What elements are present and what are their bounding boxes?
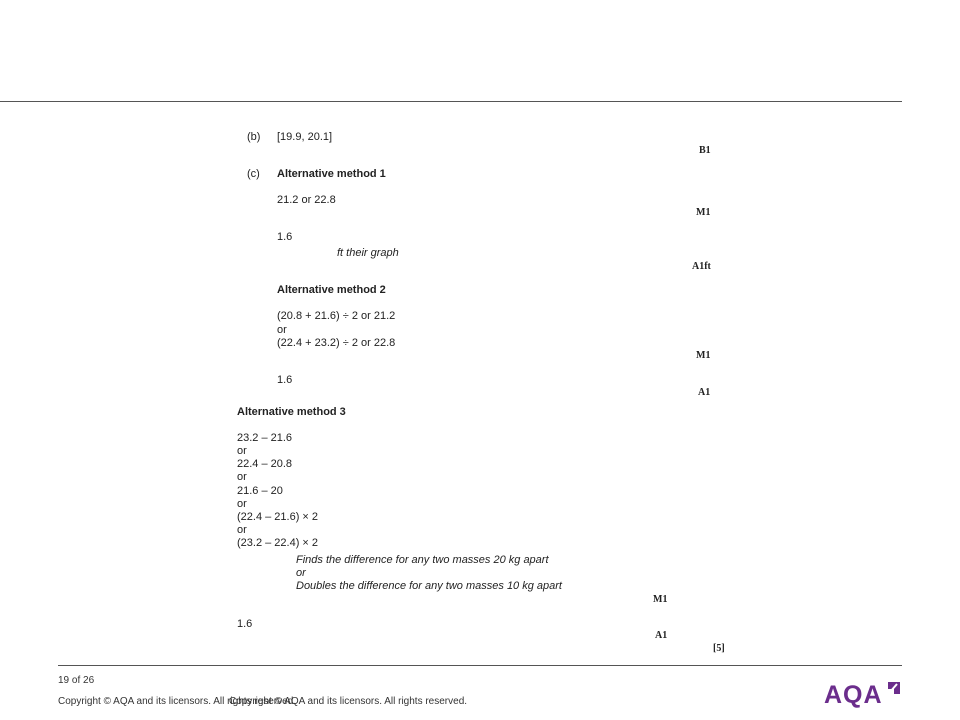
alt3-mark2: A1 [655, 630, 668, 641]
part-b-answer: [19.9, 20.1] [277, 131, 333, 143]
alt2-line2: 1.6 [277, 374, 293, 386]
alt1-note: ft their graph [337, 247, 399, 259]
alt3-line-1: 23.2 – 21.6 [237, 432, 293, 444]
alt2-line-3: (22.4 + 23.2) ÷ 2 or 22.8 [277, 337, 396, 349]
bottom-divider [58, 665, 902, 666]
alt3-line-5: 21.6 – 20 [237, 485, 283, 497]
alt3-note-1: Finds the difference for any two masses 20 kg apart [296, 554, 549, 566]
part-b-label: (b) [247, 131, 261, 143]
alt3-line-8: or [237, 524, 247, 536]
alt3-line-7: (22.4 – 21.6) × 2 [237, 511, 319, 523]
alt3-line-4: or [237, 471, 247, 483]
alt2-heading: Alternative method 2 [277, 284, 386, 296]
alt2-mark2: A1 [698, 387, 711, 398]
page-indicator [58, 675, 94, 686]
copyright-text-overlap: Copyright © AQA and its licensors. All rights reserved. [229, 696, 468, 707]
alt1-mark2: A1ft [692, 261, 711, 272]
alt3-heading: Alternative method 3 [237, 406, 346, 418]
alt3-line-6: or [237, 498, 247, 510]
copyright-text: Copyright © AQA and its licensors. All rights reserved. [58, 696, 297, 707]
alt2-line-2: or [277, 324, 287, 336]
total-marks: [5] [713, 643, 725, 654]
alt1-line2: 1.6 [277, 231, 293, 243]
alt3-note-3: Doubles the difference for any two masses 10 kg apart [296, 580, 562, 592]
alt3-line-3: 22.4 – 20.8 [237, 458, 293, 470]
alt3-line-9: (23.2 – 22.4) × 2 [237, 537, 319, 549]
alt1-line1: 21.2 or 22.8 [277, 194, 336, 206]
alt3-note-2: or [296, 567, 306, 579]
aqa-logo-mark-icon [886, 680, 902, 696]
alt2-mark1: M1 [696, 350, 711, 361]
part-c-label: (c) [247, 168, 260, 180]
page-total: of 26 [71, 675, 95, 686]
top-divider [0, 101, 902, 102]
alt3-line2: 1.6 [237, 618, 253, 630]
aqa-logo-text: AQA [824, 681, 883, 709]
aqa-logo [824, 680, 904, 710]
page-number: 19 [58, 675, 70, 686]
alt3-mark1: M1 [653, 594, 668, 605]
alt3-line-2: or [237, 445, 247, 457]
alt1-heading: Alternative method 1 [277, 168, 386, 180]
alt2-line-1: (20.8 + 21.6) ÷ 2 or 21.2 [277, 310, 396, 322]
part-b-mark: B1 [699, 145, 711, 156]
alt1-mark1: M1 [696, 207, 711, 218]
